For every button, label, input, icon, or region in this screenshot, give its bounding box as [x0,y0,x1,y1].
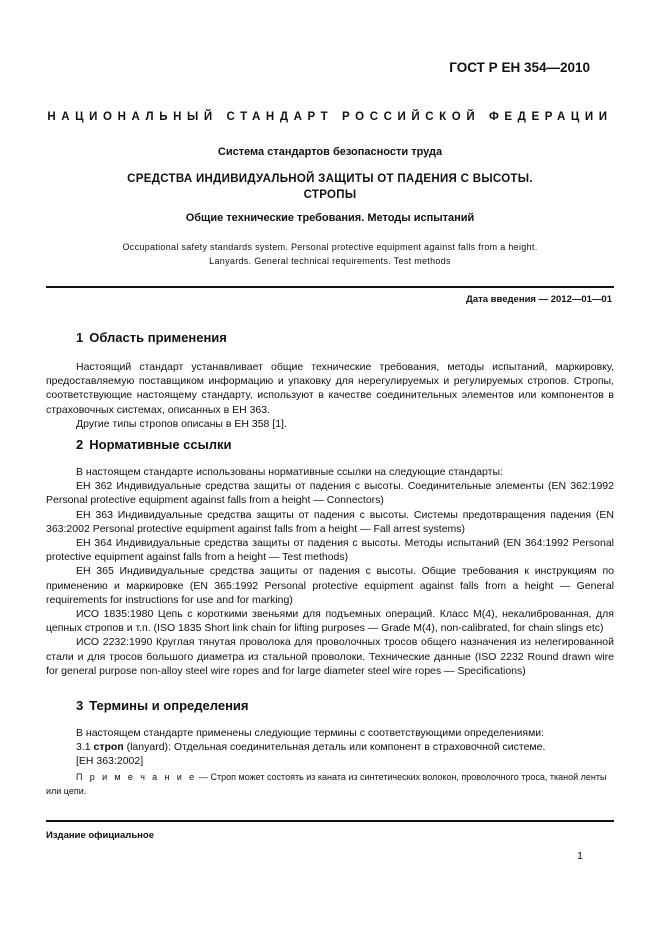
section-3-intro: В настоящем стандарте применены следующие термины с соответствующими определениями: [76,727,545,739]
note [46,770,614,798]
section-1-body [46,360,614,431]
normative-reference: ИСО 1835:1980 Цепь с короткими звеньями для подъемных операций. Класс М(4), некалиброванная, для цепных стропов и т.п. (ISO 1835 Short link chain for lifting purposes — Grade M(4), non-calibrated, for chain slings etc) [46,608,614,635]
section-1-heading [76,330,227,345]
section-3-heading [76,698,249,713]
section-1-number: 1 [76,330,84,345]
section-2-number: 2 [76,437,84,452]
bottom-divider [46,820,614,822]
document-subtitle: Общие технические требования. Методы испытаний [185,212,475,224]
section-3-body [46,726,614,769]
normative-reference: ЕН 364 Индивидуальные средства защиты от падения с высоты. Методы испытаний (EN 364:1992 Personal protective equipment against falls from a height — Test methods) [46,537,614,564]
note-label: П р и м е ч а н и е [76,772,197,782]
official-edition-label: Издание официальное [46,830,154,841]
term-source: [ЕН 363:2002] [76,755,144,768]
term-text: (lanyard): Отдельная соединительная деталь или компонент в страховочной системе. [123,741,546,754]
normative-reference: ЕН 362 Индивидуальные средства защиты от падения с высоты. Соединительные элементы (EN 362:1992 Personal protective equipment against falls from a height — Connectors) [46,480,614,507]
standards-series: Система стандартов безопасности труда [217,146,443,158]
term-number: 3.1 [76,741,91,754]
english-title-line-2: Lanyards. General technical requirements. Test methods [209,256,451,266]
section-1-title: Область применения [89,330,227,345]
document-code: ГОСТ Р ЕН 354—2010 [449,60,590,75]
introduction-date: Дата введения — 2012—01—01 [466,294,612,305]
english-title [46,240,614,268]
normative-reference: ИСО 2232:1990 Круглая тянутая проволока для проволочных тросов общего назначения из нелегированной стали и для тросов большого диаметра из стальной проволоки. Технические данные (ISO 2232 Round drawn wire for general purpose non-alloy steel wire ropes and for large diameter steel wire ropes — Specifications) [46,636,614,677]
section-1-paragraph: Настоящий стандарт устанавливает общие технические требования, методы испытаний, маркировку, предоставляемую поставщиком информацию и упаковку для нерегулируемых и регулируемых стропов. Стропы, соответствующие настоящему стандарту, используют в качестве соединительных элементов или компонентов в страховочных системах, описанных в ЕН 363. [46,361,614,416]
section-3-number: 3 [76,698,84,713]
section-3-title: Термины и определения [89,698,249,713]
term-name: строп [93,741,124,754]
section-1-paragraph: Другие типы стропов описаны в ЕН 358 [1]. [76,417,287,430]
normative-reference: ЕН 365 Индивидуальные средства защиты от падения с высоты. Общие требования к инструкциям по применению и маркировке (EN 365:1992 Personal protective equipment against falls from a height — General requirements for instructions for use and for marking) [46,565,614,606]
normative-reference: ЕН 363 Индивидуальные средства защиты от падения с высоты. Системы предотвращения падения (EN 363:2002 Personal protective equipment against falls from a height — Fall arrest systems) [46,508,614,535]
term-definition [46,740,614,754]
top-divider [46,286,614,288]
section-2-heading [76,437,231,452]
note-text: — Строп может состоять из каната из синтетических волокон, проволочного троса, тканой ленты или цепи. [46,772,607,796]
english-title-line-1: Occupational safety standards system. Personal protective equipment against falls from a height. [122,242,538,252]
section-2-body [46,465,614,678]
page-number: 1 [577,850,583,862]
section-2-intro: В настоящем стандарте использованы нормативные ссылки на следующие стандарты: [76,466,503,478]
document-title [46,171,614,203]
national-standard-banner: НАЦИОНАЛЬНЫЙ СТАНДАРТ РОССИЙСКОЙ ФЕДЕРАЦИИ [47,111,613,123]
section-2-title: Нормативные ссылки [89,437,232,452]
document-title-line-2: СТРОПЫ [303,189,357,201]
document-title-line-1: СРЕДСТВА ИНДИВИДУАЛЬНОЙ ЗАЩИТЫ ОТ ПАДЕНИЯ С ВЫСОТЫ. [127,173,533,185]
note-paragraph [46,770,614,798]
